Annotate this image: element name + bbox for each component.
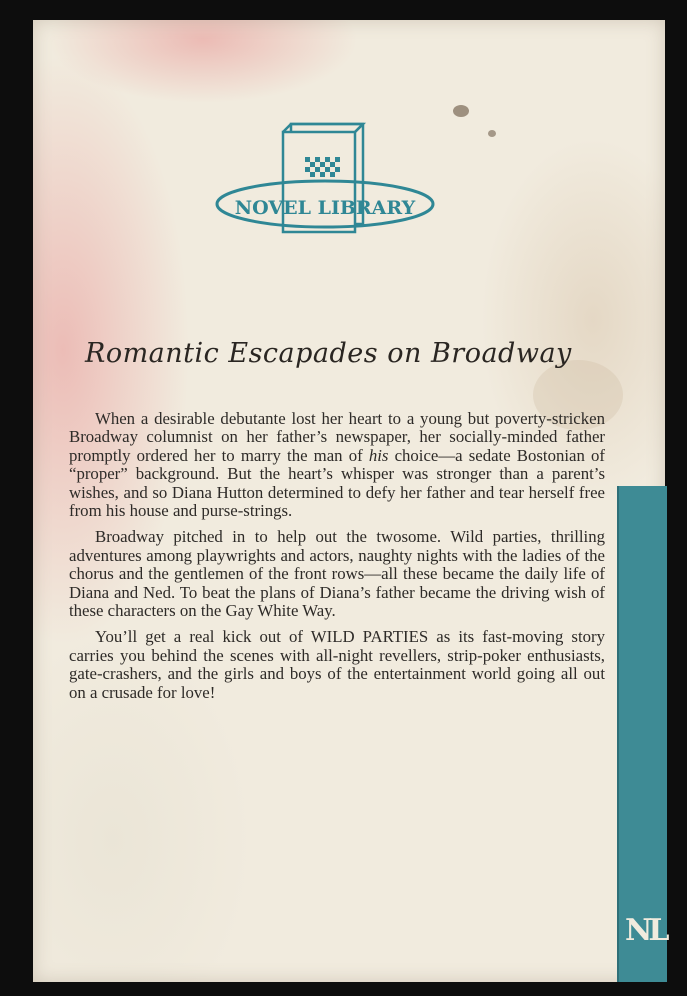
brand-name: NOVEL LIBRARY <box>234 197 416 219</box>
blurb-text <box>69 410 605 710</box>
book-back-cover <box>33 20 665 982</box>
spine-band <box>617 486 667 982</box>
nl-monogram-logo: NL <box>625 913 666 948</box>
paragraph-text: choice—a sedate Bostonian of “proper” background. But the heart’s whisper was stronger than a parent’s wishes, and so Diana Hutton determined to defy her father and tear herself free from his house and purse-strings. <box>69 445 605 521</box>
blurb-paragraph <box>69 410 605 520</box>
blurb-paragraph: Broadway pitched in to help out the twosome. Wild parties, thrilling adventures among playwrights and actors, naughty nights with the ladies of the chorus and the gentlemen of the front rows—all these became the daily life of Diana and Ned. To beat the plans of Diana’s father became the driving wish of these characters on the Gay White Way. <box>69 527 605 621</box>
paper-stain <box>453 105 469 117</box>
book-stack-icon <box>213 112 438 242</box>
blurb-paragraph: You’ll get a real kick out of WILD PARTIES as its fast-moving story carries you behind the scenes with all-night revellers, strip-poker enthusiasts, gate-crashers, and the girls and boys of the entertainment world going all out on a crusade for love! <box>69 627 605 702</box>
paragraph-text: When a desirable debutante lost her heart to a young but poverty-stricken Broadway columnist on her father’s newspaper, her socially-minded father promptly ordered her to marry the man of <box>69 409 605 465</box>
blurb-heading: Romantic Escapades on Broadway <box>85 338 572 369</box>
paper-stain <box>488 130 496 137</box>
emphasized-word: his <box>368 445 389 465</box>
novel-library-logo <box>213 112 438 242</box>
